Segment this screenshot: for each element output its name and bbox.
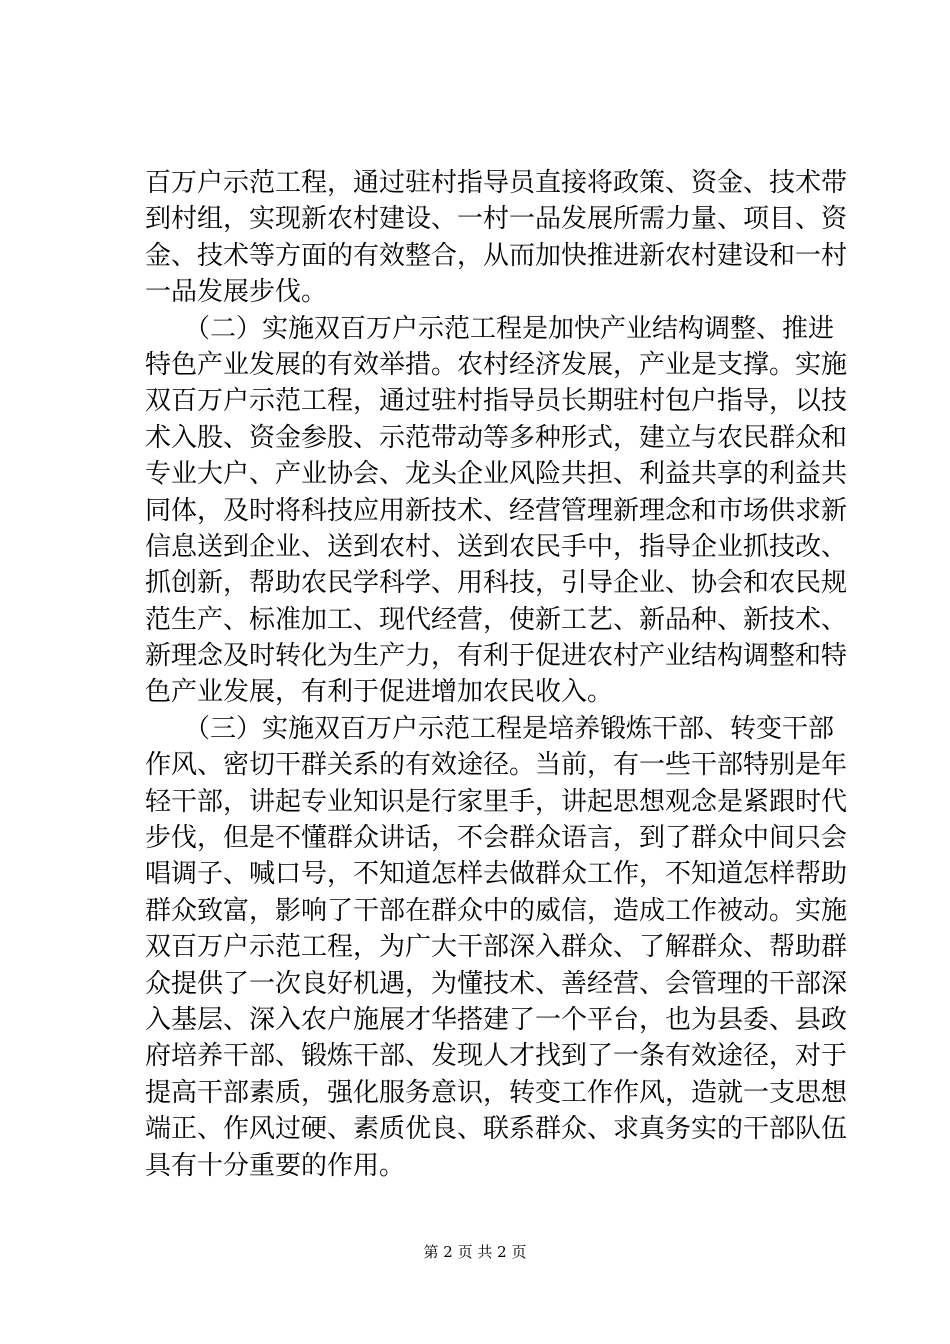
text-line: （三）实施双百万户示范工程是培养锻炼干部、转变干部 <box>145 713 835 744</box>
text-line: 色产业发展，有利于促进增加农民收入。 <box>145 677 614 708</box>
text-line: 轻干部，讲起专业知识是行家里手，讲起思想观念是紧跟时代 <box>145 786 848 817</box>
text-line: 到村组，实现新农村建设、一村一品发展所需力量、项目、资 <box>145 204 848 235</box>
text-line: 信息送到企业、送到农村、送到农民手中，指导企业抓技改、 <box>145 531 848 562</box>
text-line: 抓创新，帮助农民学科学、用科技，引导企业、协会和农民规 <box>145 568 848 599</box>
text-line: 端正、作风过硬、素质优良、联系群众、求真务实的干部队伍 <box>145 1114 848 1145</box>
page-footer: 第 2 页 共 2 页 <box>423 1243 527 1261</box>
text-line: 范生产、标准加工、现代经营，使新工艺、新品种、新技术、 <box>145 604 848 635</box>
text-line: 双百万户示范工程，通过驻村指导员长期驻村包户指导，以技 <box>145 386 848 417</box>
text-line: 新理念及时转化为生产力，有利于促进农村产业结构调整和特 <box>145 641 848 672</box>
text-line: （二）实施双百万户示范工程是加快产业结构调整、推进 <box>145 313 835 344</box>
text-line: 百万户示范工程，通过驻村指导员直接将政策、资金、技术带 <box>145 168 848 198</box>
document-body <box>145 165 848 1184</box>
text-line: 唱调子、喊口号，不知道怎样去做群众工作，不知道怎样帮助 <box>145 859 848 890</box>
text-line: 一品发展步伐。 <box>145 277 328 308</box>
text-line: 具有十分重要的作用。 <box>145 1150 406 1181</box>
text-line: 专业大户、产业协会、龙头企业风险共担、利益共享的利益共 <box>145 459 848 490</box>
text-line: 作风、密切干群关系的有效途径。当前，有一些干部特别是年 <box>145 750 848 781</box>
text-line: 双百万户示范工程，为广大干部深入群众、了解群众、帮助群 <box>145 932 848 963</box>
text-line: 术入股、资金参股、示范带动等多种形式，建立与农民群众和 <box>145 422 848 453</box>
text-line: 众提供了一次良好机遇，为懂技术、善经营、会管理的干部深 <box>145 968 848 999</box>
text-line: 同体，及时将科技应用新技术、经营管理新理念和市场供求新 <box>145 495 848 526</box>
text-line: 金、技术等方面的有效整合，从而加快推进新农村建设和一村 <box>145 240 848 271</box>
text-line: 群众致富，影响了干部在群众中的威信，造成工作被动。实施 <box>145 895 848 926</box>
text-line: 入基层、深入农户施展才华搭建了一个平台，也为县委、县政 <box>145 1004 848 1035</box>
text-line: 府培养干部、锻炼干部、发现人才找到了一条有效途径，对于 <box>145 1041 848 1072</box>
text-line: 步伐，但是不懂群众讲话，不会群众语言，到了群众中间只会 <box>145 823 848 854</box>
text-line: 特色产业发展的有效举措。农村经济发展，产业是支撑。实施 <box>145 349 848 380</box>
text-line: 提高干部素质，强化服务意识，转变工作作风，造就一支思想 <box>145 1077 848 1108</box>
